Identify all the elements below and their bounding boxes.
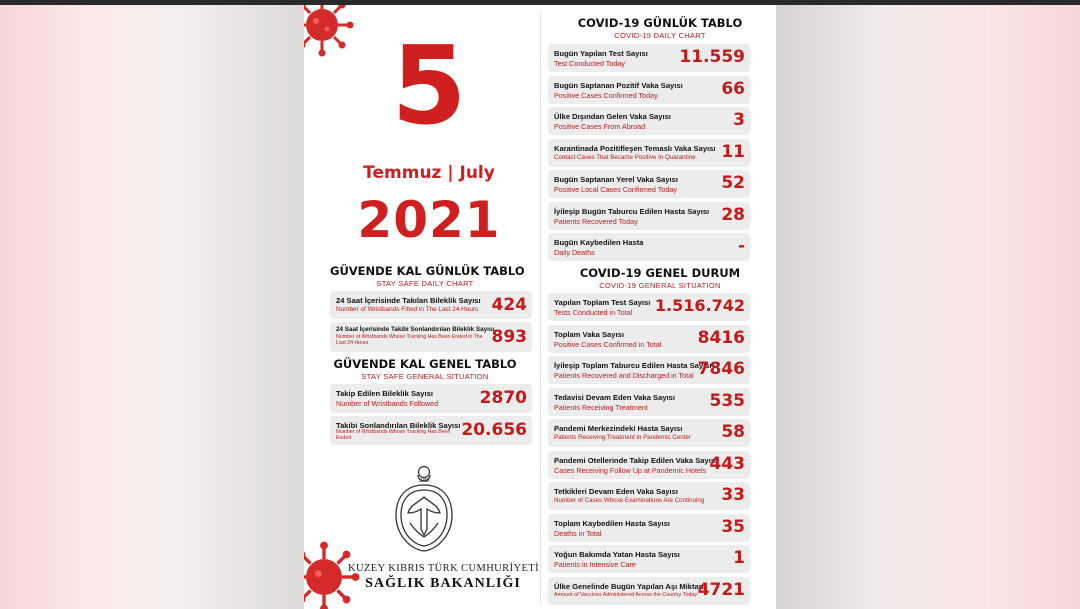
row-label-en: Patients in Intensive Care (554, 560, 636, 569)
row-label-en: Patients Receiving Treatment (554, 402, 648, 412)
row-value: 11 (721, 141, 745, 162)
row-label-en: Number of Wristbands Whose Tracking Has Been Ended in The Last 24 Hours (336, 334, 483, 346)
emblem-icon (388, 463, 460, 555)
row-value: 893 (491, 327, 527, 347)
row-value: 28 (721, 204, 745, 225)
stay-safe-general-title: GÜVENDE KAL GENEL TABLO (333, 357, 517, 371)
row-label-tr: Pandemi Merkezindeki Hasta Sayısı (554, 424, 683, 433)
row-label-en: Contact Cases That Became Positive In Quarantine (554, 153, 696, 161)
virus-icon (304, 5, 354, 57)
row-value: 8416 (697, 327, 745, 348)
row-label-tr: İyileşip Toplam Taburcu Edilen Hasta Sayısı (554, 361, 712, 370)
virus-icon (304, 541, 360, 609)
row-value: 7846 (697, 359, 745, 379)
row-label-en: Number of Wristbands Whose Tracking Has Been Ended (336, 429, 451, 441)
row-label-en: Positive Cases Confirmed Today (554, 90, 658, 100)
row-label-en: Amount of Vaccines Administered Across the Country Today (554, 591, 698, 598)
general-row-8 (548, 545, 750, 573)
daily-row-6 (548, 233, 750, 261)
row-label-tr: Ülke Genelinde Bugün Yapılan Aşı Miktarı (554, 581, 704, 591)
general-row-1 (548, 325, 750, 353)
row-label-en: Patients Recovered and Discharged in Total (554, 371, 694, 380)
row-value: 1 (733, 548, 745, 568)
row-value: 66 (721, 78, 745, 99)
row-label-tr: Yapılan Toplam Test Sayısı (554, 298, 651, 307)
row-label-tr: Toplam Vaka Sayısı (554, 329, 624, 339)
row-label-tr: Bugün Kaybedilen Hasta (554, 238, 644, 247)
row-label-tr: Takibi Sonlandırılan Bileklik Sayısı (336, 421, 461, 430)
row-label-tr: Bugün Saptanan Pozitif Vaka Sayısı (554, 80, 683, 90)
date-year: 2021 (357, 191, 501, 249)
row-label-tr: Yoğun Bakımda Yatan Hasta Sayısı (554, 550, 680, 559)
general-title: COVID-19 GENEL DURUM (579, 266, 741, 280)
daily-row-5 (548, 202, 750, 230)
row-label-en: Positive Local Cases Confirmed Today (554, 185, 677, 194)
row-value: 4721 (697, 579, 745, 600)
general-row-7 (548, 514, 750, 542)
row-label-en: Patients Recovered Today (554, 216, 638, 226)
row-value: 52 (721, 173, 745, 193)
ministry-name: SAĞLIK BAKANLIĞI (365, 576, 521, 591)
stay-safe-daily-row-0 (330, 291, 532, 319)
row-value: 20.656 (461, 420, 527, 440)
stay-safe-general-row-1 (330, 416, 532, 445)
stay-safe-daily-title: GÜVENDE KAL GÜNLÜK TABLO (330, 264, 525, 278)
row-label-en: Patients Receiving Treatment in Pandemic Center (554, 434, 691, 441)
daily-subtitle: COVID-19 DAILY CHART (614, 31, 706, 40)
column-divider (540, 13, 541, 603)
row-value: 11.559 (679, 47, 745, 67)
row-value: 33 (721, 485, 745, 505)
stay-safe-daily-row-1 (330, 322, 532, 352)
general-row-6 (548, 482, 750, 510)
general-row-3 (548, 388, 750, 416)
date-month: Temmuz | July (363, 163, 495, 183)
row-label-en: Positive Cases From Abroad (554, 122, 646, 131)
daily-row-2 (548, 107, 750, 135)
row-value: - (737, 236, 745, 256)
background-left (0, 0, 304, 609)
row-value: 1.516.742 (654, 296, 745, 315)
daily-row-4 (548, 170, 750, 198)
row-label-en: Deaths in Total (554, 528, 602, 538)
row-value: 424 (491, 295, 527, 315)
row-label-tr: Toplam Kaybedilen Hasta Sayısı (554, 518, 670, 528)
daily-title: COVID-19 GÜNLÜK TABLO (577, 16, 743, 30)
row-label-tr: Bugün Saptanan Yerel Vaka Sayısı (554, 175, 678, 184)
daily-row-3 (548, 139, 750, 167)
date-day: 5 (391, 24, 467, 149)
row-label-tr: Takip Edilen Bileklik Sayısı (336, 389, 433, 398)
stay-safe-daily-subtitle: STAY SAFE DAILY CHART (376, 279, 474, 288)
row-label-tr: İyileşip Bugün Taburcu Edilen Hasta Sayısı (554, 206, 710, 216)
row-label-tr: Bugün Yapılan Test Sayısı (554, 49, 648, 58)
row-label-en: Test Conducted Today (554, 59, 625, 68)
row-value: 535 (709, 390, 745, 411)
row-label-tr: 24 Saat İçerisinde Takibi Sonlandırılan Bileklik Sayısı (336, 326, 495, 333)
row-label-en: Number of Wristbands Fitted in The Last 24 Hours (336, 306, 479, 313)
row-label-en: Tests Conducted in Total (554, 308, 633, 317)
ministry-country: KUZEY KIBRIS TÜRK CUMHURİYETİ (348, 563, 539, 574)
general-row-5 (548, 451, 750, 479)
row-label-tr: 24 Saat İçerisinde Takılan Bileklik Sayısı (336, 296, 481, 305)
general-row-0 (548, 293, 750, 321)
row-label-tr: Tetkikleri Devam Eden Vaka Sayısı (554, 487, 678, 496)
row-label-tr: Karantinada Pozitifleşen Temaslı Vaka Sayısı (554, 143, 716, 153)
row-label-en: Number of Wristbands Followed (336, 399, 439, 408)
general-row-4 (548, 419, 750, 447)
row-label-en: Cases Receiving Follow Up at Pandemic Hotels (554, 465, 707, 475)
row-value: 2870 (479, 388, 527, 408)
row-value: 443 (709, 453, 745, 474)
row-value: 58 (721, 422, 745, 442)
emblem-year: 1983 (418, 478, 430, 484)
row-value: 3 (733, 110, 745, 130)
row-label-tr: Tedavisi Devam Eden Vaka Sayısı (554, 392, 676, 402)
row-label-tr: Pandemi Otellerinde Takip Edilen Vaka Sayısı (554, 455, 718, 465)
row-label-tr: Ülke Dışından Gelen Vaka Sayısı (554, 112, 671, 121)
row-label-en: Daily Deaths (554, 248, 595, 257)
row-label-en: Positive Cases Confirmed in Total (554, 339, 662, 349)
covid-poster (304, 5, 776, 609)
daily-row-1 (548, 76, 750, 104)
stay-safe-general-subtitle: STAY SAFE GENERAL SITUATION (361, 372, 489, 381)
general-subtitle: COVID-19 GENERAL SITUATION (599, 281, 721, 290)
daily-row-0 (548, 44, 750, 72)
row-label-en: Number of Cases Whose Examinations Are Continuing (554, 497, 705, 504)
general-row-9 (548, 577, 750, 605)
general-row-2 (548, 356, 750, 384)
stay-safe-general-row-0 (330, 384, 532, 413)
row-value: 35 (721, 516, 745, 537)
background-right (776, 0, 1080, 609)
